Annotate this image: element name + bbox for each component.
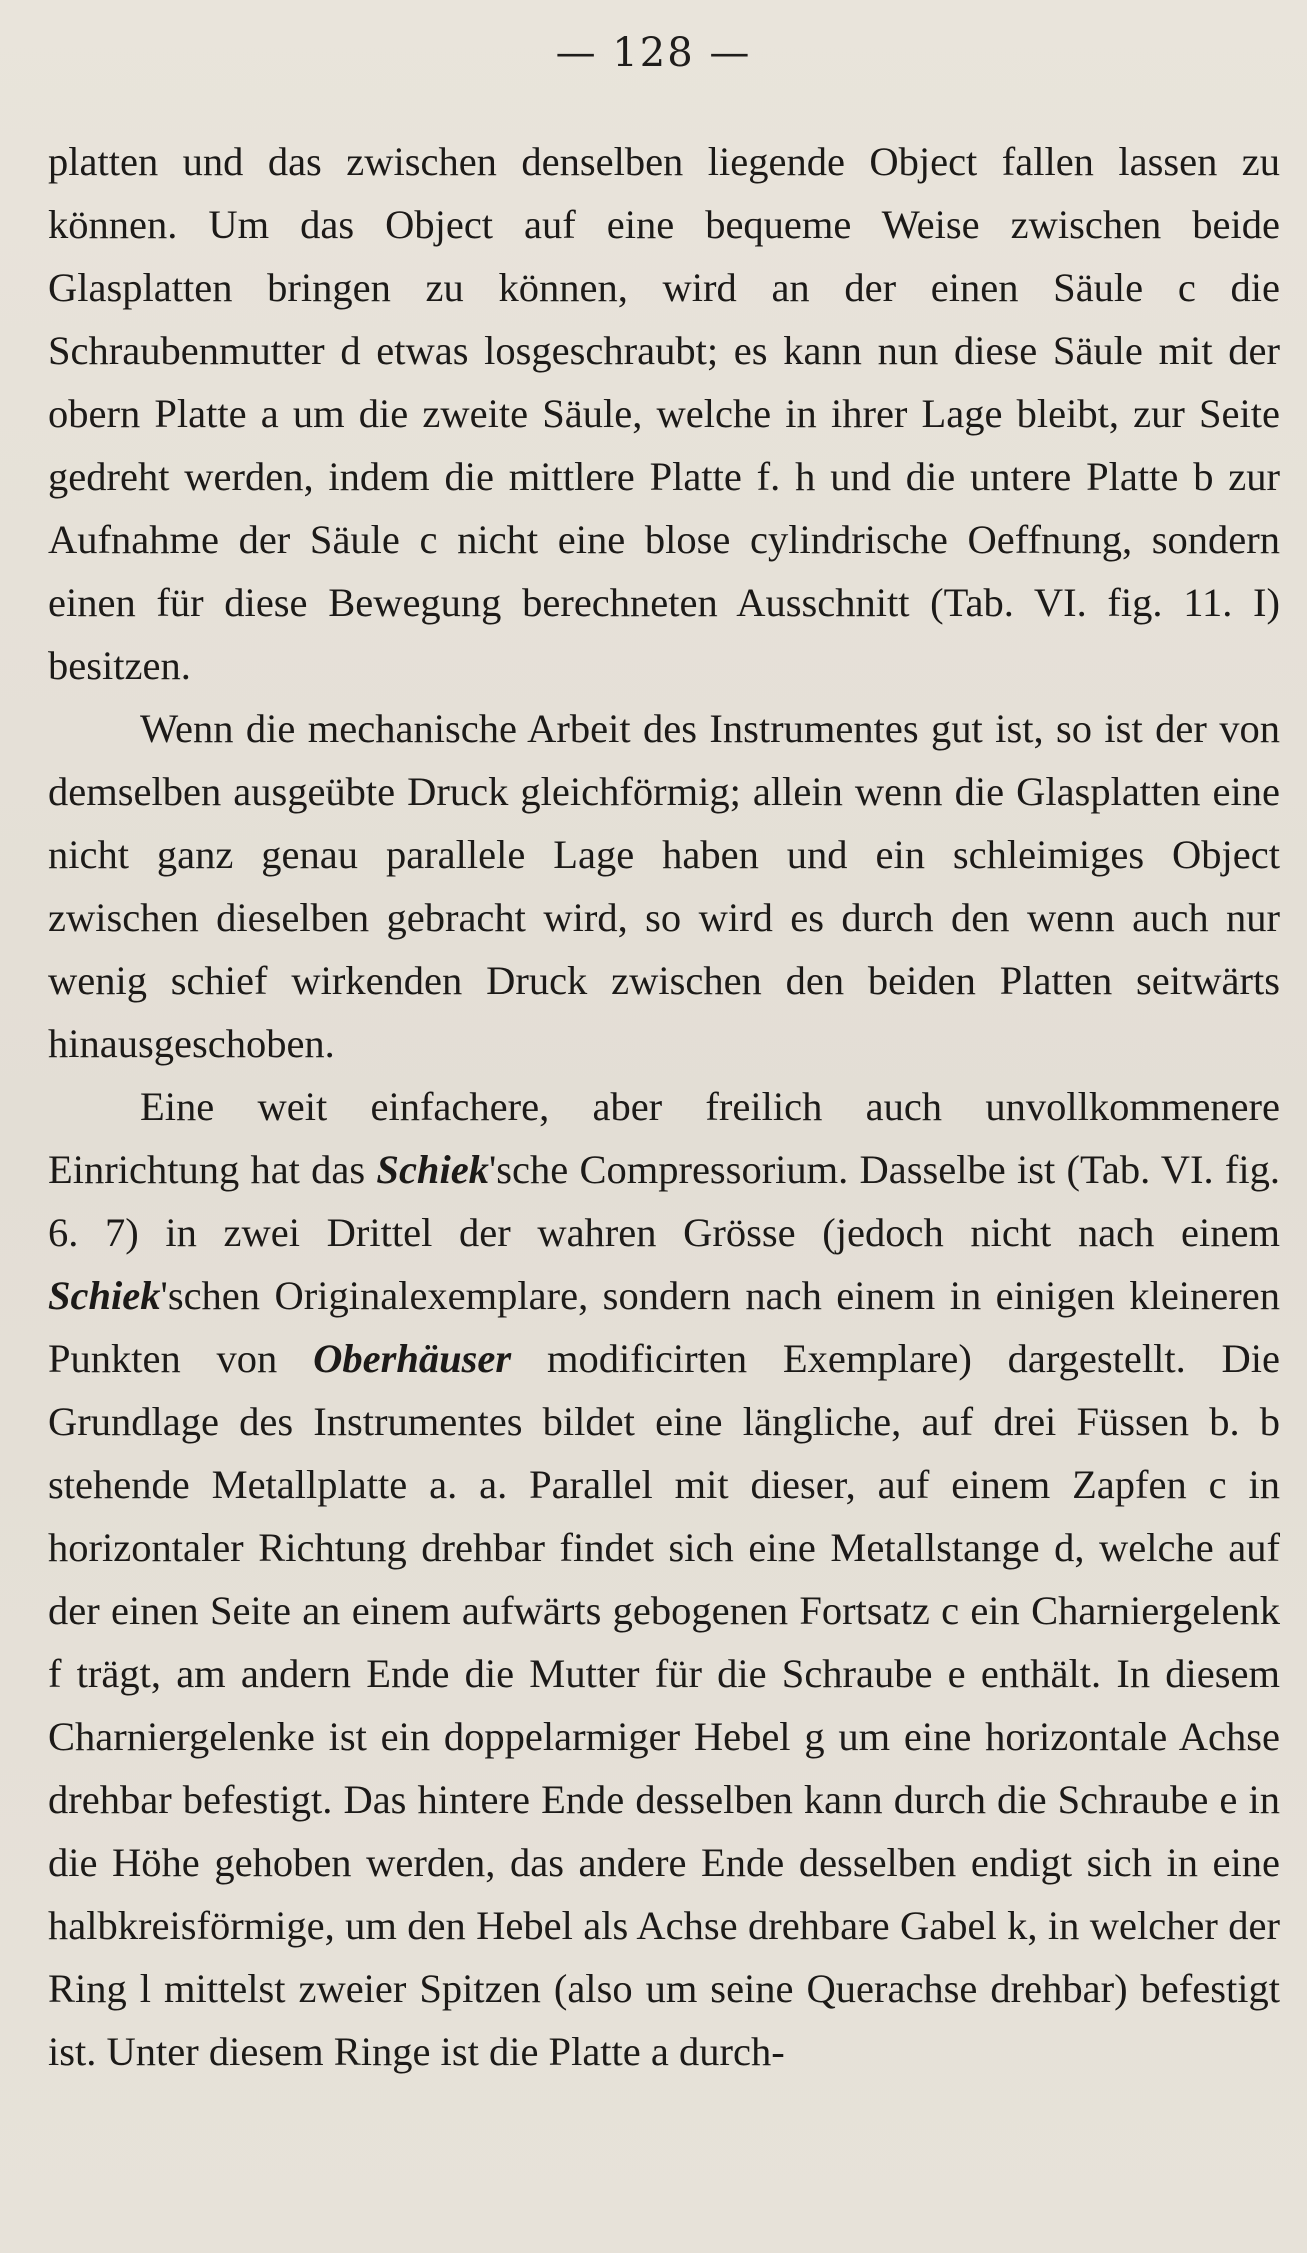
body-text [48,130,1280,2083]
person-name-schiek-2: Schiek [48,1273,161,1318]
paragraph-1-text: platten und das zwischen denselben liegende Object fallen lassen zu können. Um das Object auf eine bequeme Weise zwischen beide Glasplatten bringen zu können, wird an der einen Säule c die Schraubenmutter d etwas losgeschraubt; es kann nun diese Säule mit der obern Platte a um die zweite Säule, welche in ihrer Lage bleibt, zur Seite gedreht werden, indem die mittlere Platte f. h und die untere Platte b zur Aufnahme der Säule c nicht eine blose cylindrische Oeffnung, sondern einen für diese Bewegung berechneten Ausschnitt (Tab. VI. fig. 11. I) besitzen. [48,139,1280,688]
paragraph-3-text-d: modificirten Exemplare) dargestellt. Die Grundlage des Instrumentes bildet eine längliche, auf drei Füssen b. b stehende Metallplatte a. a. Parallel mit dieser, auf einem Zapfen c in horizontaler Richtung drehbar findet sich eine Metallstange d, welche auf der einen Seite an einem aufwärts gebogenen Fortsatz c ein Charniergelenk f trägt, am andern Ende die Mutter für die Schraube e enthält. In diesem Charniergelenke ist ein doppelarmiger Hebel g um eine horizontale Achse drehbar befestigt. Das hintere Ende desselben kann durch die Schraube e in die Höhe gehoben werden, das andere Ende desselben endigt sich in eine halbkreisförmige, um den Hebel als Achse drehbare Gabel k, in welcher der Ring l mittelst zweier Spitzen (also um seine Querachse drehbar) befestigt ist. Unter diesem Ringe ist die Platte a durch- [48,1336,1280,2074]
paragraph-3-text-b: 'sche Compressorium. Dasselbe ist (Tab. VI. fig. 6. 7) in zwei Drittel der wahren Grösse (jedoch nicht nach einem [48,1147,1280,1255]
paragraph-2 [48,697,1280,1075]
paragraph-1 [48,130,1280,697]
page-number-header: — 128 — [555,30,752,76]
paragraph-3-text-c: 'schen Originalexemplare, sondern nach einem in einigen kleineren Punkten von [48,1273,1280,1381]
paragraph-3-text-a: Eine weit einfachere, aber freilich auch unvollkommenere Einrichtung hat das [48,1084,1280,1192]
person-name-oberhaeuser: Oberhäuser [313,1336,512,1381]
person-name-schiek: Schiek [376,1147,489,1192]
paragraph-3 [48,1075,1280,2083]
paragraph-2-text: Wenn die mechanische Arbeit des Instrumentes gut ist, so ist der von demselben ausgeübte Druck gleichförmig; allein wenn die Glasplatten eine nicht ganz genau parallele Lage haben und ein schleimiges Object zwischen dieselben gebracht wird, so wird es durch den wenn auch nur wenig schief wirkenden Druck zwischen den beiden Platten seitwärts hinausgeschoben. [48,706,1280,1066]
